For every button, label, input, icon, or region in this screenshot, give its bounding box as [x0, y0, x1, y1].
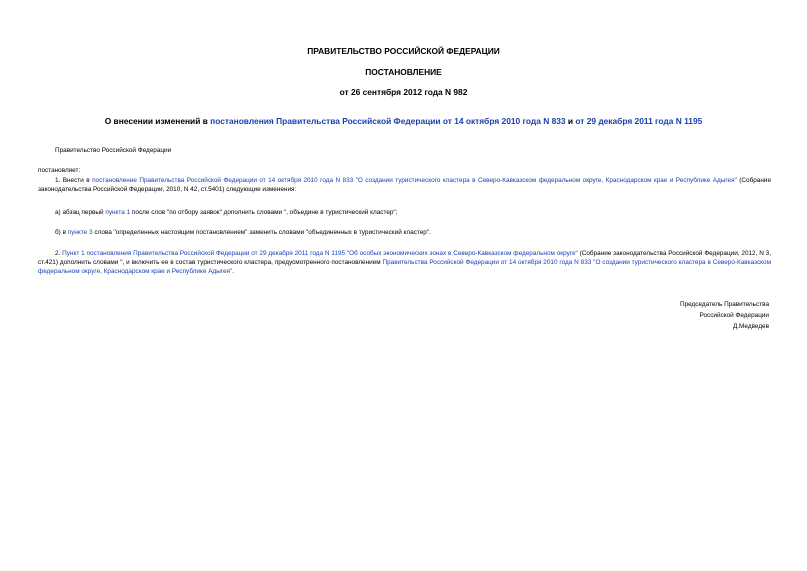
item-b-prefix: б) в [55, 229, 68, 236]
item-2-paragraph [38, 249, 771, 276]
signature-position: Председатель Правительства [680, 301, 769, 308]
item-2-suffix: . [232, 268, 235, 275]
title-prefix: О внесении изменений в [104, 116, 211, 126]
item-a-prefix: а) абзац первый [55, 209, 106, 216]
intro-text: Правительство Российской Федерации [55, 147, 172, 154]
item-2-prefix: 2. [55, 250, 63, 257]
title-link-1195[interactable]: от 29 декабря 2011 года N 1195 [575, 116, 703, 126]
item-2-middle: (Собрание законодательства Российской Федерации, 2012, N 3, ст.421) дополнить словами ", и включить ее в состав туристического кластера, предусмотренного постановлением [38, 250, 771, 266]
item-b-link[interactable]: пункте 3 [67, 229, 93, 236]
government-heading: ПРАВИТЕЛЬСТВО РОССИЙСКОЙ ФЕДЕРАЦИИ [307, 46, 500, 56]
item-1-link[interactable]: постановление Правительства Российской Федерации от 14 октября 2010 года N 833 "О создании туристического кластера в Северо-Кавказском федеральном округе, Краснодарском крае и Республике Адыгея" [92, 177, 737, 184]
item-1-prefix: 1. Внести в [55, 177, 93, 184]
signature-block [680, 299, 769, 332]
item-a-suffix: после слов "по отбору заявок" дополнить словами ", объедине в туристический кластер"; [130, 209, 398, 216]
doc-type-heading: ПОСТАНОВЛЕНИЕ [365, 67, 442, 77]
item-b-paragraph [55, 228, 431, 237]
item-2-link-1195[interactable]: Пункт 1 постановления Правительства Российской Федерации от 29 декабря 2011 года N 1195 "Об особых экономических зонах в Северо-Кавказском федеральном округе" [62, 250, 578, 257]
item-a-link[interactable]: пункта 1 [105, 209, 131, 216]
item-2-link-833[interactable]: Правительства Российской Федерации от 14 октября 2010 года N 833 "О создании туристического кластера в Северо-Кавказском федеральном округе, Краснодарском крае и Республике Адыгея" [38, 259, 771, 275]
title-middle: и [565, 116, 576, 126]
item-1-paragraph [38, 176, 771, 194]
title-link-833[interactable]: постановления Правительства Российской Федерации от 14 октября 2010 года N 833 [210, 116, 566, 126]
item-1-suffix: (Собрание законодательства Российской Федерации, 2010, N 42, ст.5401) следующие изменения: [38, 177, 772, 193]
date-number: от 26 сентября 2012 года N 982 [339, 87, 468, 97]
decrees-text: постановляет: [38, 167, 81, 174]
signature-name: Д.Медведев [732, 323, 769, 330]
item-a-paragraph [55, 208, 397, 217]
document-title [0, 116, 807, 126]
item-b-suffix: слова "определенных настоящим постановлением" заменить словами "объединенных в туристический кластер". [92, 229, 431, 236]
signature-organization: Российской Федерации [699, 312, 769, 319]
